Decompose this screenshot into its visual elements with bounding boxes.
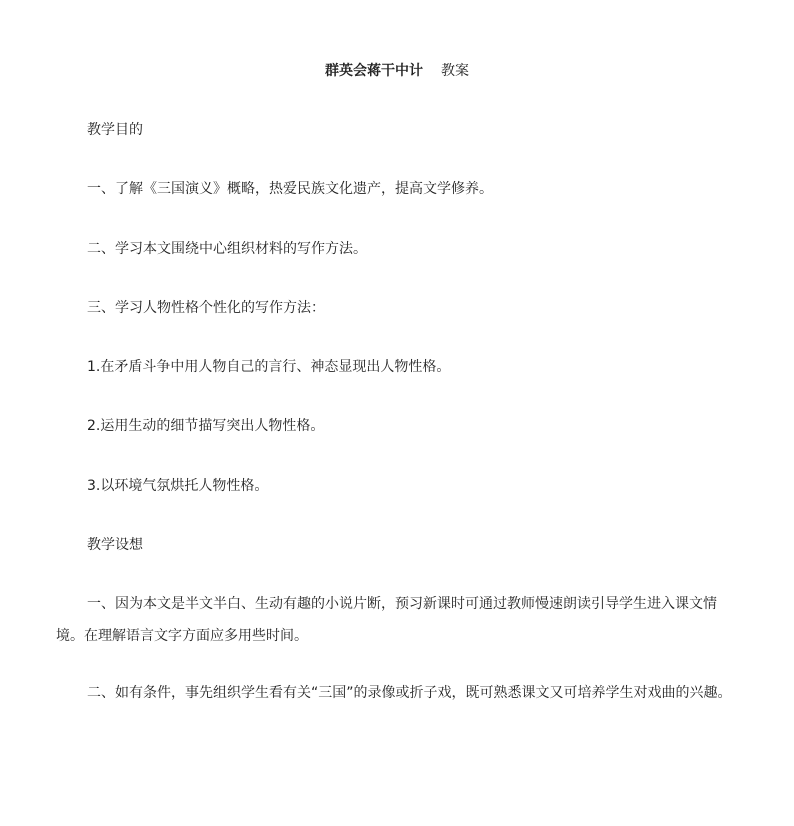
section-heading-objectives: 教学目的 [87,122,143,138]
objective-3-point-2: 2.运用生动的细节描写突出人物性格。 [87,418,325,434]
objective-2: 二、学习本文围绕中心组织材料的写作方法。 [87,241,367,257]
design-item-2: 二、如有条件，事先组织学生看有关“三国”的录像或折子戏，既可熟悉课文又可培养学生对戏曲的兴趣。 [87,685,732,701]
document-title: 群英会蒋干中计 [325,63,423,79]
objective-1: 一、了解《三国演义》概略，热爱民族文化遗产，提高文学修养。 [87,181,493,197]
objective-3: 三、学习人物性格个性化的写作方法： [87,300,325,316]
design-item-1: 一、因为本文是半文半白、生动有趣的小说片断，预习新课时可通过教师慢速朗读引导学生进入课文情境。在理解语言文字方面应多用些时间。 [56,596,717,644]
document-title-line [0,61,794,81]
section-heading-design: 教学设想 [87,537,143,553]
document-subtitle: 教案 [441,63,469,79]
objective-3-point-3: 3.以环境气氛烘托人物性格。 [87,478,269,494]
objective-3-point-1: 1.在矛盾斗争中用人物自己的言行、神态显现出人物性格。 [87,359,451,375]
